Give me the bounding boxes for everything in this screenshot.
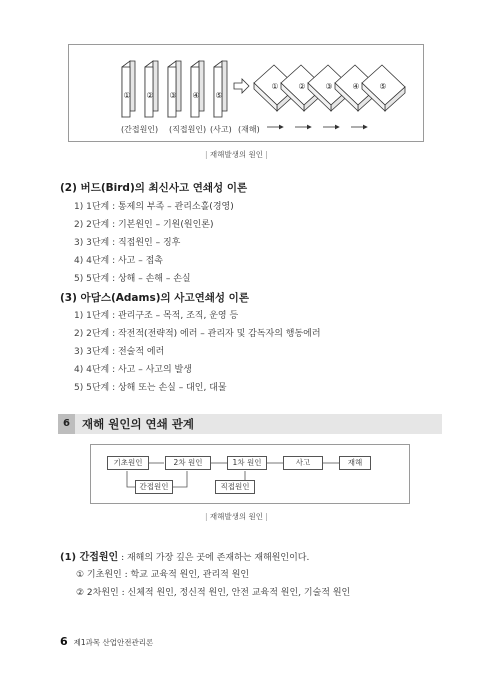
transition-arrow — [234, 79, 249, 93]
domino-number: ② — [146, 91, 154, 100]
domino-number: ⑤ — [215, 91, 223, 100]
standing-domino — [145, 61, 158, 117]
domino-number: ② — [298, 82, 306, 91]
standing-domino — [214, 61, 227, 117]
chain-box: 재해 — [339, 456, 371, 470]
indirect-cause-paragraph: (1) 간접원인 : 재해의 가장 깊은 곳에 존재하는 재해원인이다. — [60, 552, 310, 563]
direct-cause-box: 직접원인 — [215, 480, 255, 494]
chain-connectors — [91, 445, 411, 505]
group-label: (직접원인) — [169, 125, 207, 134]
list-item: 4) 4단계 : 사고 – 사고의 발생 — [74, 365, 192, 375]
domino-number: ① — [123, 91, 131, 100]
list-item: 2) 2단계 : 작전적(전략적) 에러 – 관리자 및 감독자의 행동에러 — [74, 329, 321, 339]
adams-heading: (3) 아담스(Adams)의 사고연쇄성 이론 — [60, 292, 249, 304]
chain-box: 2차 원인 — [165, 456, 211, 470]
standing-domino — [168, 61, 181, 117]
chain-box: 사고 — [283, 456, 323, 470]
chain-box: 1차 원인 — [227, 456, 267, 470]
footer-text: 제1과목 산업안전관리론 — [73, 638, 154, 647]
page-footer — [60, 630, 153, 649]
page-number: 6 — [60, 635, 68, 648]
bird-heading: (2) 버드(Bird)의 최신사고 연쇄성 이론 — [60, 182, 248, 194]
group-label: (재해) — [238, 125, 260, 134]
section-number: 6 — [58, 414, 75, 434]
group-label: (간접원인) — [121, 125, 159, 134]
list-item: 2) 2단계 : 기본원인 – 기원(원인론) — [74, 220, 214, 230]
domino-number: ④ — [352, 82, 360, 91]
domino-number: ⑤ — [379, 82, 387, 91]
chain-box: 기초원인 — [107, 456, 149, 470]
section-title: 재해 원인의 연쇄 관계 — [82, 417, 194, 431]
indirect-cause-box: 간접원인 — [135, 480, 173, 494]
list-item: 5) 5단계 : 상해 또는 손실 – 대인, 대물 — [74, 383, 227, 393]
caption-text: 재해발생의 원인 — [209, 150, 264, 159]
domino-number: ③ — [325, 82, 333, 91]
domino-number: ① — [271, 82, 279, 91]
list-item: 5) 5단계 : 상해 – 손해 – 손실 — [74, 274, 191, 284]
domino-number: ③ — [169, 91, 177, 100]
list-item: 1) 1단계 : 관리구조 – 목적, 조직, 운영 등 — [74, 311, 239, 321]
standing-domino — [122, 61, 135, 117]
list-item: 4) 4단계 : 사고 – 접촉 — [74, 256, 163, 266]
figure-caption: | 재해발생의 원인 | — [205, 512, 268, 521]
cause-chain-figure — [90, 444, 410, 504]
standing-domino — [191, 61, 204, 117]
domino-number: ④ — [192, 91, 200, 100]
domino-figure — [68, 44, 424, 142]
group-label: (사고) — [210, 125, 232, 134]
section-header — [58, 414, 442, 434]
list-item: ① 기초원인 : 학교 교육적 원인, 관리적 원인 — [76, 570, 250, 580]
figure-caption: | 재해발생의 원인 | — [205, 150, 268, 159]
list-item: 3) 3단계 : 직접원인 – 징후 — [74, 238, 181, 248]
caption-text: 재해발생의 원인 — [209, 512, 264, 521]
list-item: 1) 1단계 : 통제의 부족 – 관리소홀(경영) — [74, 202, 234, 212]
list-item: ② 2차원인 : 신체적 원인, 정신적 원인, 안전 교육적 원인, 기술적 원인 — [76, 588, 351, 598]
list-item: 3) 3단계 : 전술적 에러 — [74, 347, 165, 357]
